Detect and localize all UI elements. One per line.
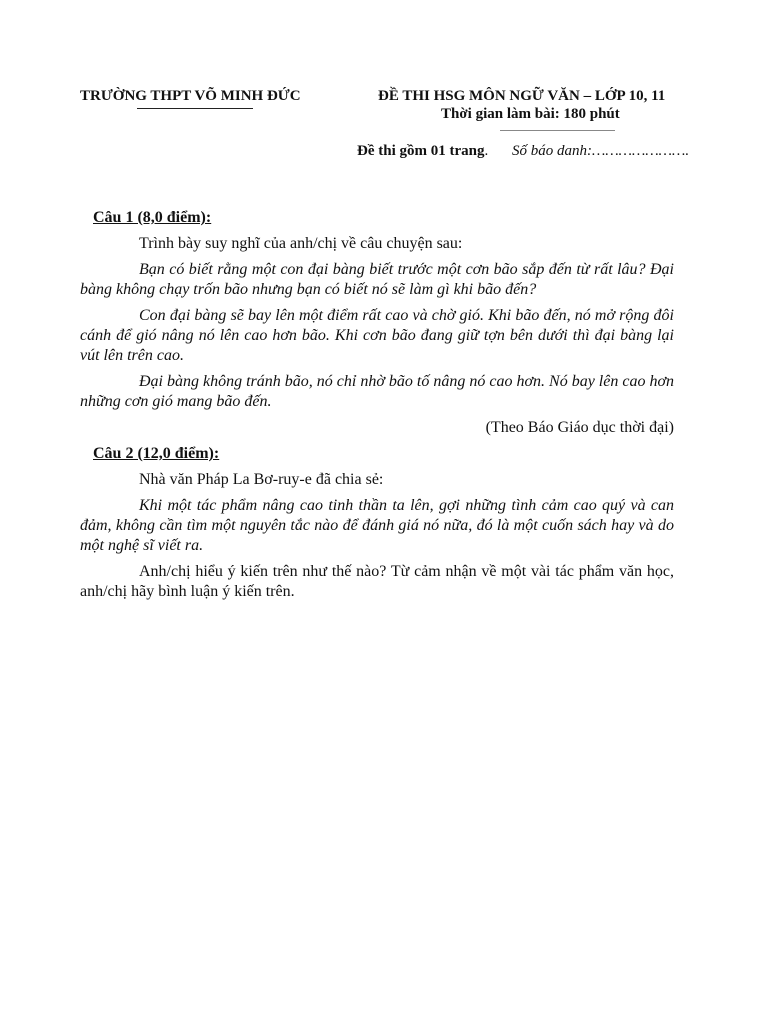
time-underline bbox=[500, 130, 615, 131]
exam-content bbox=[80, 208, 674, 608]
question-2-title: Câu 2 (12,0 điểm): bbox=[93, 445, 220, 462]
story-source: (Theo Báo Giáo dục thời đại) bbox=[485, 419, 674, 436]
story-paragraph: Đại bàng không tránh bão, nó chỉ nhờ bão tố nâng nó cao hơn. Nó bay lên cao hơn những cơn gió mang bão đến. bbox=[80, 373, 674, 410]
story-paragraph: Con đại bàng sẽ bay lên một điểm rất cao và chờ gió. Khi bão đến, nó mở rộng đôi cánh để gió nâng nó lên cao hơn bão. Khi cơn bão đang giữ tợn bên dưới thì đại bàng lại vút lên trên cao. bbox=[80, 307, 674, 364]
exam-time: Thời gian làm bài: 180 phút bbox=[441, 106, 620, 122]
question-1-title: Câu 1 (8,0 điểm): bbox=[93, 209, 212, 226]
pages-note: Đề thi gồm 01 trang bbox=[357, 143, 485, 159]
question-2-quote: Khi một tác phẩm nâng cao tinh thần ta lên, gợi những tình cảm cao quý và can đảm, không cần tìm một nguyên tắc nào để đánh giá nó nữa, đó là một cuốn sách hay và do một nghệ sĩ viết ra. bbox=[80, 497, 674, 554]
candidate-number: Số báo danh:…………………. bbox=[512, 143, 690, 159]
exam-title: ĐỀ THI HSG MÔN NGỮ VĂN – LỚP 10, 11 bbox=[378, 88, 666, 104]
story-paragraph: Bạn có biết rằng một con đại bàng biết trước một cơn bão sắp đến từ rất lâu? Đại bàng không chạy trốn bão nhưng bạn có biết nó sẽ làm gì khi bão đến? bbox=[80, 261, 674, 298]
school-underline bbox=[137, 108, 253, 109]
pages-period: . bbox=[484, 143, 489, 159]
school-name: TRƯỜNG THPT VÕ MINH ĐỨC bbox=[80, 88, 301, 104]
question-2-intro: Nhà văn Pháp La Bơ-ruy-e đã chia sẻ: bbox=[139, 471, 384, 488]
question-1-intro: Trình bày suy nghĩ của anh/chị về câu chuyện sau: bbox=[139, 235, 463, 252]
pages-line bbox=[357, 143, 737, 160]
question-2-task: Anh/chị hiểu ý kiến trên như thế nào? Từ cảm nhận về một vài tác phẩm văn học, anh/chị hãy bình luận ý kiến trên. bbox=[80, 563, 674, 600]
